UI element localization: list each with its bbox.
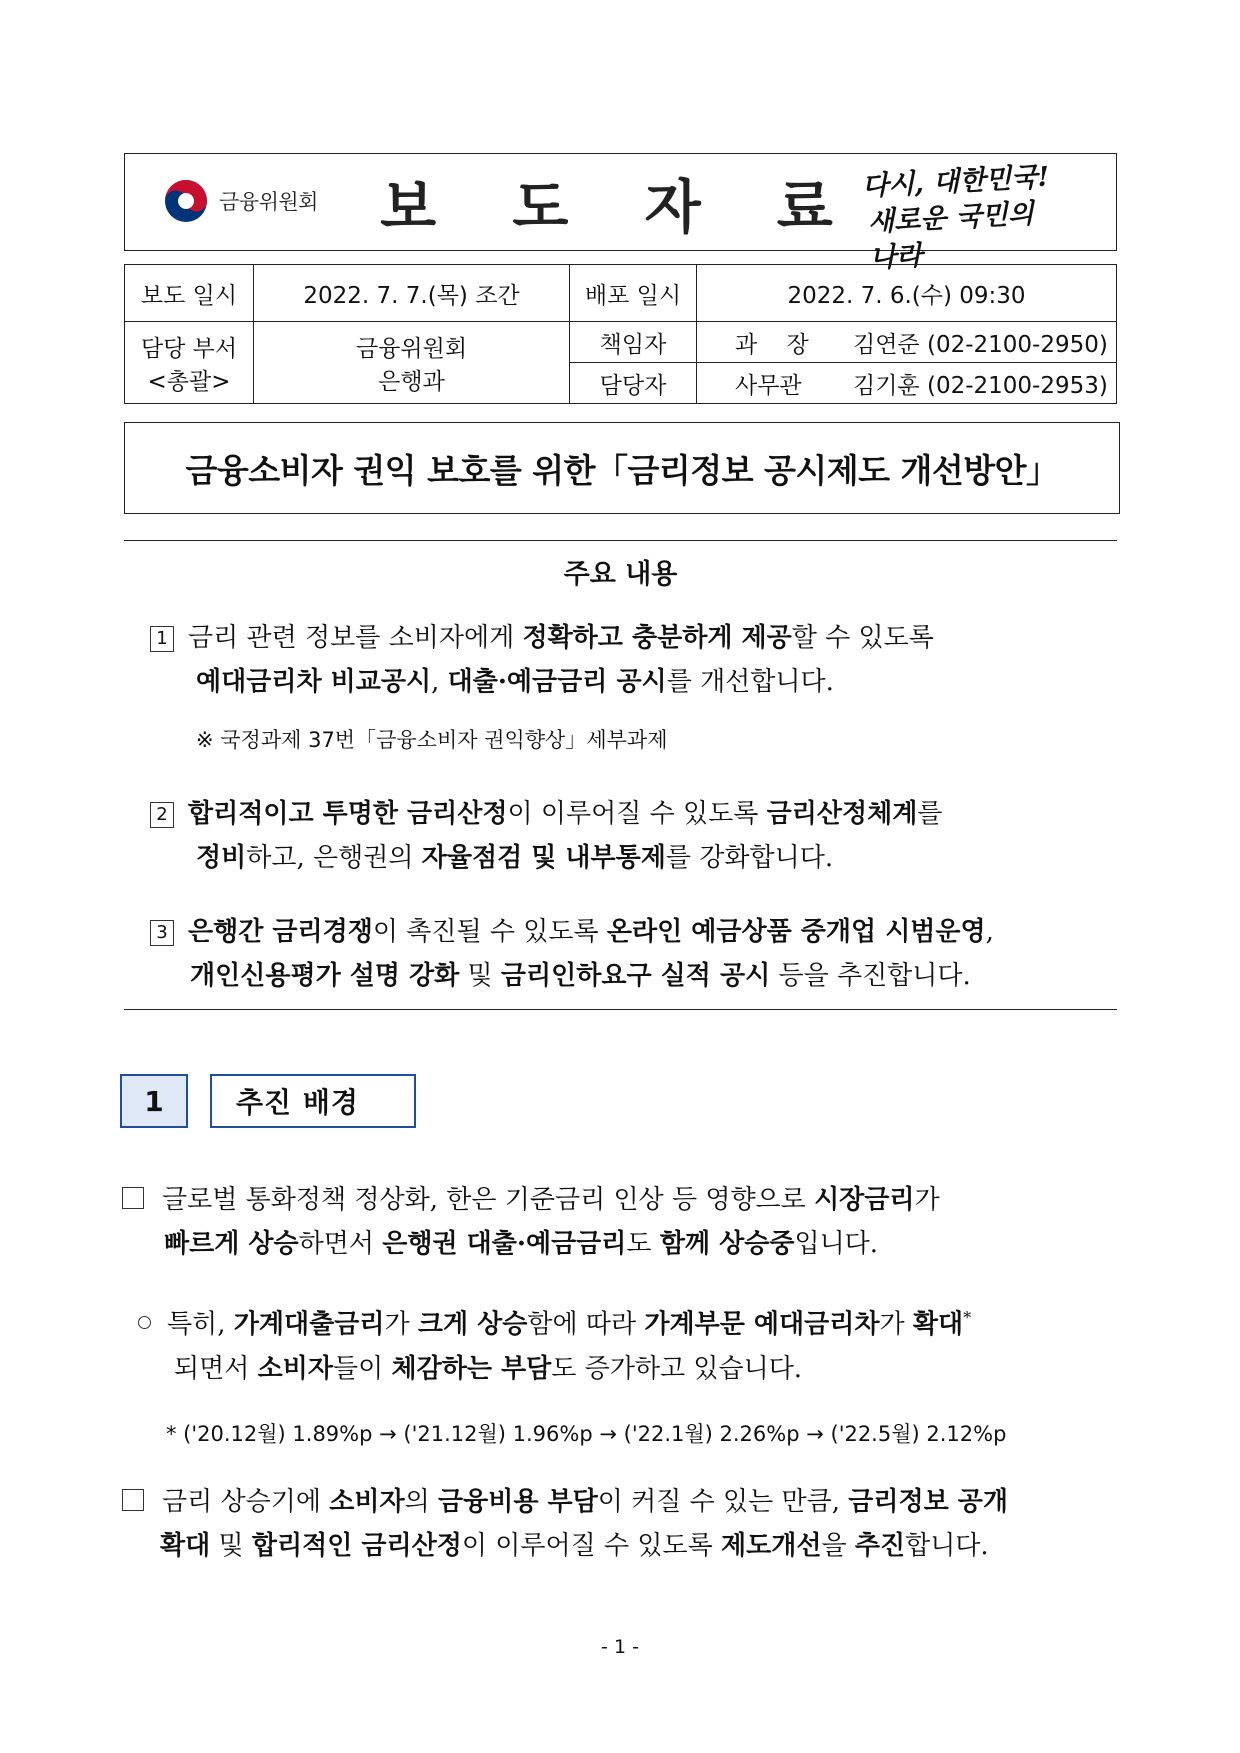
text-bold: 확대 — [912, 1309, 964, 1340]
release-value: 2022. 7. 7.(목) 조간 — [254, 265, 570, 322]
text: 의 — [404, 1487, 438, 1517]
summary-item-1 — [150, 616, 1118, 704]
text: 가 — [384, 1309, 418, 1340]
text-bold: 가계부문 예대금리차 — [644, 1309, 880, 1340]
text: 되면서 — [174, 1353, 258, 1384]
responsible-contact — [697, 322, 1117, 363]
footnote-marker: * — [963, 1308, 972, 1327]
text-bold: 합리적이고 투명한 금리산정 — [188, 799, 508, 829]
text: 도 — [626, 1229, 660, 1259]
text: 할 수 있도록 — [791, 623, 934, 653]
document-title: 금융소비자 권익 보호를 위한「금리정보 공시제도 개선방안」 — [124, 422, 1120, 514]
text-bold: 소비자 — [257, 1353, 333, 1384]
text: 들이 — [332, 1353, 392, 1384]
text: 하면서 — [298, 1229, 383, 1259]
text: 등을 추진합니다. — [770, 961, 971, 991]
text-bold: 자율점검 및 내부통제 — [421, 843, 666, 873]
text-bold: 확대 — [160, 1531, 211, 1561]
slogan-line-2: 새로운 국민의 나라 — [867, 198, 1035, 274]
contact-role: 사무관 — [735, 372, 802, 399]
summary-top-divider — [124, 540, 1117, 541]
taegeuk-logo-icon — [163, 178, 209, 224]
press-header — [124, 153, 1117, 274]
text: 글로벌 통화정책 정상화, 한은 기준금리 인상 등 영향으로 — [162, 1185, 815, 1215]
text: 입니다. — [794, 1229, 879, 1259]
summary-item-3 — [150, 910, 1118, 998]
summary-note: ※ 국정과제 37번「금융소비자 권익향상」세부과제 — [196, 728, 668, 752]
square-bullet-icon — [122, 1187, 144, 1209]
background-paragraph-2 — [138, 1296, 1120, 1391]
text-bold: 가계대출금리 — [233, 1309, 385, 1340]
background-paragraph-1 — [122, 1178, 1120, 1266]
text-bold: 함께 상승중 — [659, 1229, 795, 1259]
text: 이 이루어질 수 있도록 — [507, 799, 767, 829]
contact-person — [697, 363, 1117, 404]
section-number: 1 — [120, 1074, 188, 1128]
background-paragraph-3 — [122, 1480, 1120, 1568]
rate-gap-footnote: * ('20.12월) 1.89%p → ('21.12월) 1.96%p → ('22.1월) 2.26%p → ('22.5월) 2.12%p — [166, 1422, 1007, 1446]
summary-item-2 — [150, 792, 1118, 880]
text: 를 — [917, 799, 943, 829]
dept-label — [125, 322, 254, 404]
contact-label: 담당자 — [570, 363, 697, 404]
text-bold: 크게 상승 — [417, 1309, 528, 1340]
text: 을 — [821, 1531, 855, 1561]
fsc-logo — [163, 176, 318, 226]
text-bold: 은행권 대출·예금금리 — [382, 1229, 627, 1259]
responsible-label: 책임자 — [570, 322, 697, 363]
dept-value — [254, 322, 570, 404]
section-title: 추진 배경 — [210, 1074, 416, 1128]
item-number-box: 1 — [150, 626, 174, 652]
press-release-title: 보 도 자 료 — [380, 172, 861, 241]
text-bold: 제도개선 — [720, 1531, 822, 1561]
text-bold: 온라인 예금상품 중개업 시범운영 — [606, 917, 986, 947]
item-number-box: 3 — [150, 920, 174, 946]
dept-value-2: 은행과 — [378, 368, 445, 395]
text: 이 커질 수 있는 만큼, — [597, 1487, 849, 1517]
text: , — [985, 917, 994, 947]
text-bold: 빠르게 상승 — [164, 1229, 299, 1259]
responsible-role: 과 장 — [735, 331, 809, 358]
circle-bullet-icon — [138, 1316, 151, 1329]
text: 금리 관련 정보를 소비자에게 — [188, 623, 523, 653]
item-number-box: 2 — [150, 802, 174, 828]
dept-label-2: <총괄> — [147, 368, 231, 395]
contact-name: 김기훈 (02-2100-2953) — [853, 372, 1108, 399]
dept-label-1: 담당 부서 — [140, 335, 238, 362]
text-bold: 추진 — [854, 1531, 906, 1561]
text: 이 이루어질 수 있도록 — [461, 1531, 721, 1561]
distribution-value: 2022. 7. 6.(수) 09:30 — [697, 265, 1117, 322]
text: 함에 따라 — [527, 1309, 645, 1340]
text-bold: 대출·예금금리 공시 — [447, 667, 667, 697]
text-bold: 은행간 금리경쟁 — [188, 917, 373, 947]
release-label: 보도 일시 — [125, 265, 254, 322]
text-bold: 금리산정체계 — [766, 799, 918, 829]
text-bold: 소비자 — [329, 1487, 405, 1517]
dept-value-1: 금융위원회 — [355, 335, 468, 362]
text: 가 — [914, 1185, 940, 1215]
text-bold: 금융비용 부담 — [437, 1487, 598, 1517]
text: 금리 상승기에 — [162, 1487, 330, 1517]
text: 합니다. — [905, 1531, 989, 1561]
text-bold: 금리정보 공개 — [848, 1487, 1009, 1517]
responsible-name: 김연준 (02-2100-2950) — [853, 331, 1108, 358]
org-name: 금융위원회 — [219, 190, 318, 214]
text: 이 촉진될 수 있도록 — [372, 917, 607, 947]
slogan — [861, 159, 1066, 277]
text-bold: 개인신용평가 설명 강화 — [190, 961, 460, 991]
text: , — [431, 667, 448, 697]
text: 를 개선합니다. — [666, 667, 834, 697]
text: 도 증가하고 있습니다. — [551, 1353, 803, 1384]
summary-bottom-divider — [124, 1009, 1117, 1010]
text: 특히, — [167, 1309, 234, 1340]
text: 및 — [459, 961, 501, 991]
text: 가 — [879, 1309, 913, 1340]
release-info-table — [124, 264, 1117, 404]
text-bold: 합리적인 금리산정 — [251, 1531, 462, 1561]
text-bold: 정비 — [196, 843, 247, 873]
summary-heading: 주요 내용 — [563, 559, 678, 590]
text-bold: 예대금리차 비교공시 — [196, 667, 432, 697]
distribution-label: 배포 일시 — [570, 265, 697, 322]
square-bullet-icon — [122, 1489, 144, 1511]
text-bold: 체감하는 부담 — [391, 1353, 552, 1384]
text-bold: 금리인하요구 실적 공시 — [500, 961, 771, 991]
text: 하고, 은행권의 — [246, 843, 422, 873]
slogan-line-1: 다시, 대한민국! — [861, 161, 1050, 203]
text: 및 — [210, 1531, 252, 1561]
text-bold: 시장금리 — [814, 1185, 915, 1215]
text-bold: 정확하고 충분하게 제공 — [522, 623, 792, 653]
page-number: - 1 - — [601, 1636, 639, 1658]
text: 를 강화합니다. — [665, 843, 834, 873]
